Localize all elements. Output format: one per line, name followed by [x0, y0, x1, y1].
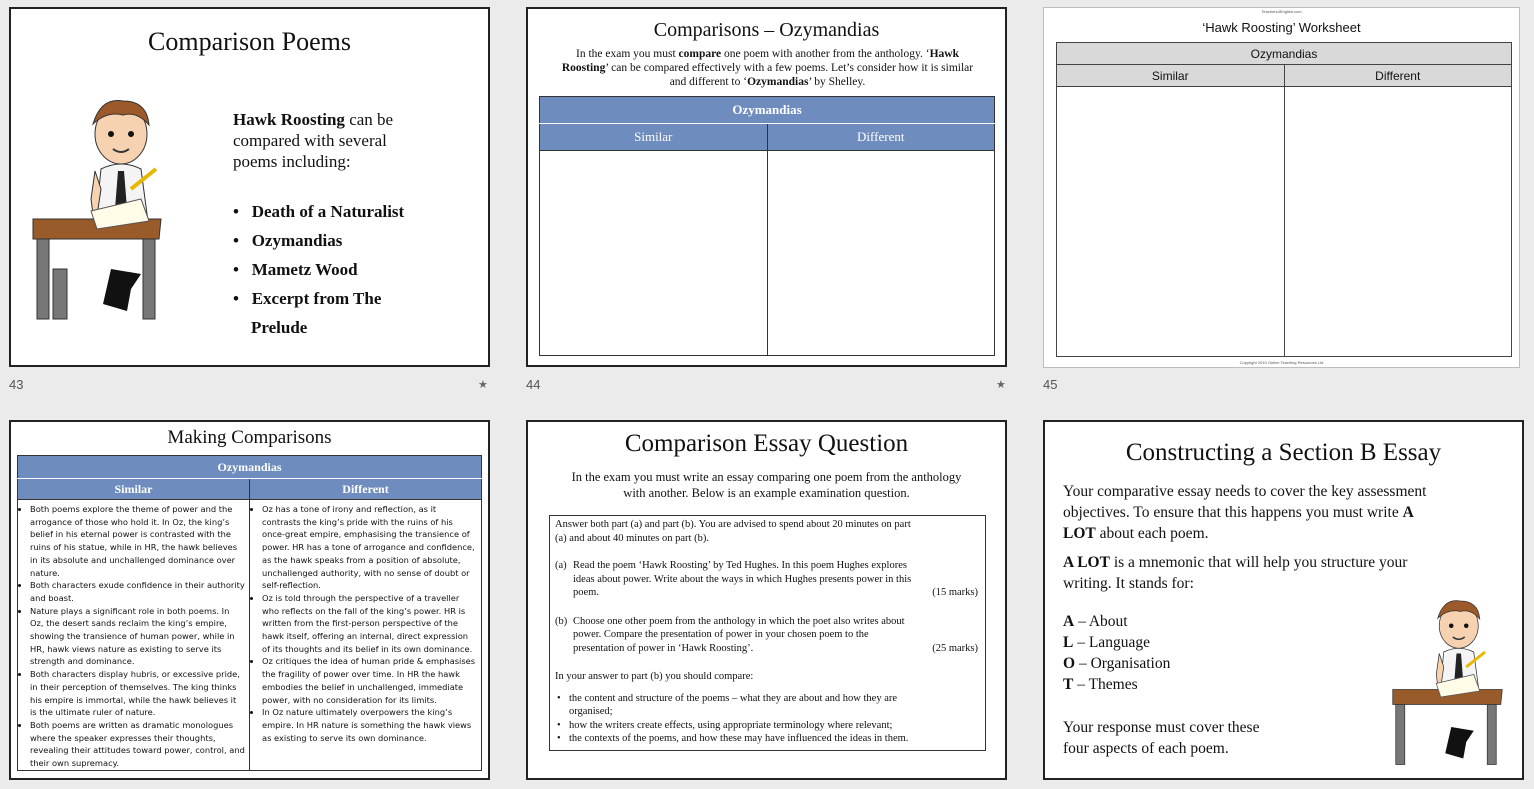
star-icon[interactable]: ★	[478, 378, 488, 391]
a-lot-mnemonic-list	[1063, 611, 1170, 695]
list-item: • Oz critiques the idea of human pride & emphasises the fragility of power over time. In HR the hawk embodies the belief in unchallenged, immediate power, with no consideration for its limits.	[262, 655, 477, 706]
question-part-a: (a) Read the poem ‘Hawk Roosting’ by Ted Hughes. In this poem Hughes explores ideas about power. Write about the ways in which Hughes presents power in this poem. (15 marks)	[555, 560, 978, 598]
table-header-ozymandias: Ozymandias	[540, 97, 995, 124]
similar-cell	[1057, 87, 1285, 357]
slide-45-title: ‘Hawk Roosting’ Worksheet	[1202, 20, 1361, 35]
star-icon[interactable]: ★	[996, 378, 1006, 391]
slide-43-intro: Hawk Roosting can be compared with several poems including:	[233, 110, 394, 171]
different-cell	[1284, 87, 1512, 357]
slide-48-title: Constructing a Section B Essay	[1125, 439, 1442, 466]
worksheet-table	[1056, 42, 1512, 357]
slide-47-title: Comparison Essay Question	[624, 430, 909, 457]
list-item: • Both characters exude confidence in their authority and boast.	[30, 579, 245, 604]
worksheet-column-similar: Similar	[1057, 65, 1285, 87]
list-item: • Oz is told through the perspective of a traveller who reflects on the fall of the king’s power. HR is written from the first-person perspective of the hawk itself, offering an internal, direct expression of its thoughts and its belief in its own dominance.	[262, 592, 477, 656]
list-item: A – About	[1063, 613, 1128, 630]
exam-question-box: Answer both part (a) and part (b). You are advised to spend about 20 minutes on part (a) and about 40 minutes on part (b). (a) Read the poem ‘Hawk Roosting’ by Ted Hughes. In this poem Hughes explores ideas about power. Write about the ways in which Hughes presents power in this poem. (15 marks) (b) Choose one other poem from the anthology in which the poet also writes about power. Compare the presentation of power in your chosen poem to the presentation of power in ‘Hawk Roosting’. (25 marks) In your answer to part (b) you should compare: • the content and structure of the poems – what they are about and how they are organised; • how the writers create effects, using appropriate terminology where relevant; • the contexts of the poems, and how these may have influenced the ideas in them.	[549, 515, 986, 751]
list-item: • Ozymandias	[233, 231, 343, 250]
slide-43-thumbnail[interactable]	[9, 7, 490, 367]
slide-46-title: Making Comparisons	[167, 427, 332, 448]
compare-list: • the content and structure of the poems – what they are about and how they are organised; • how the writers create effects, using appropriate terminology where relevant; • the contexts of the poems, and how these may have influenced the ideas in them.	[557, 692, 909, 744]
similar-cell	[540, 151, 768, 356]
slide-number-43: 43	[9, 377, 24, 392]
list-item: Prelude	[251, 318, 308, 337]
list-item: • Mametz Wood	[233, 260, 358, 279]
slide-number-45: 45	[1043, 377, 1058, 392]
worksheet-column-different: Different	[1284, 65, 1512, 87]
list-item: • Both characters display hubris, or excessive pride, in their perception of themselves. The king thinks his empire is immortal, while the hawk believes it is the ultimate ruler of nature.	[30, 668, 245, 719]
list-item: L – Language	[1063, 634, 1150, 651]
worksheet-site-label: Teachers4English.com	[1261, 9, 1302, 14]
slide-46-thumbnail[interactable]	[9, 420, 490, 780]
slide-48-paragraph-2: A LOT is a mnemonic that will help you structure your writing. It stands for:	[1063, 554, 1408, 592]
slide-47-intro: In the exam you must write an essay comparing one poem from the anthology with another. Below is an example examination question.	[571, 470, 962, 500]
worksheet-copyright: Copyright 2015 Online Teaching Resources Ltd	[1239, 360, 1324, 365]
worksheet-table-header: Ozymandias	[1057, 43, 1512, 65]
list-item: • Both poems explore the theme of power and the arrogance of those who hold it. In Oz, the king’s belief in his eternal power is contrasted with the ruins of his statue, while in HR, the hawk believes in its absolute and unchallenged dominance over nature.	[30, 503, 245, 579]
similar-points-cell	[18, 500, 250, 771]
slide-44-title: Comparisons – Ozymandias	[653, 19, 880, 41]
slide-48-paragraph-3: Your response must cover these four aspects of each poem.	[1063, 719, 1260, 757]
different-cell	[767, 151, 995, 356]
question-part-b: (b) Choose one other poem from the anthology in which the poet also writes about power. Compare the presentation of power in your chosen poem to the presentation of power in ‘Hawk Roosting’. (25 marks)	[555, 615, 978, 654]
column-header-different: Different	[250, 479, 482, 500]
slide-45-thumbnail[interactable]	[1043, 7, 1520, 368]
list-item: • Oz has a tone of irony and reflection, as it contrasts the king’s pride with the ruins of his once-great empire, emphasising the transience of power. HR has a tone of arrogance and confidence, as the hawk speaks from a position of absolute, unchallenged authority, with no sense of doubt or self-reflection.	[262, 503, 477, 592]
slide-number-44: 44	[526, 377, 541, 392]
slide-44-intro: In the exam you must compare one poem with another from the anthology. ‘Hawk Roosting’ can be compared effectively with a few poems. Let’s consider how it is similar and different to ‘Ozymandias’ by Shelley.	[561, 48, 974, 88]
table-header-ozymandias: Ozymandias	[18, 456, 482, 479]
student-at-desk-illustration	[1380, 592, 1515, 772]
slide-43-intro-bold: Hawk Roosting	[233, 110, 345, 129]
list-item: • In Oz nature ultimately overpowers the king’s empire. In HR nature is something the hawk views as existing to serve its own dominance.	[262, 706, 477, 744]
slide-43-poem-list	[233, 197, 404, 342]
column-header-similar: Similar	[18, 479, 250, 500]
list-item: O – Organisation	[1063, 655, 1171, 672]
slide-48-thumbnail[interactable]	[1043, 420, 1524, 780]
different-points-cell	[250, 500, 482, 771]
list-item: • Nature plays a significant role in both poems. In Oz, the desert sands reclaim the king’s empire, showing the transience of human power, while in HR, hawk views nature as existing to serve its strength and dominance.	[30, 605, 245, 669]
list-item: T – Themes	[1063, 676, 1138, 693]
list-item: • Death of a Naturalist	[233, 202, 405, 221]
slide-43-title: Comparison Poems	[148, 27, 351, 56]
slide-46-comparison-table	[17, 455, 482, 771]
slide-44-thumbnail[interactable]	[526, 7, 1007, 367]
list-item: • Excerpt from The	[233, 289, 382, 308]
student-at-desk-illustration	[31, 89, 181, 329]
slide-47-thumbnail[interactable]	[526, 420, 1007, 780]
column-header-different: Different	[767, 124, 995, 151]
slide-48-paragraph-1: Your comparative essay needs to cover the key assessment objectives. To ensure that this happens you must write A LOT about each poem.	[1063, 483, 1427, 542]
list-item: • Both poems are written as dramatic monologues where the speaker expresses their thoughts, revealing their attitudes toward power, control, and their own supremacy.	[30, 719, 245, 770]
slide-44-comparison-table	[539, 96, 995, 356]
column-header-similar: Similar	[540, 124, 768, 151]
